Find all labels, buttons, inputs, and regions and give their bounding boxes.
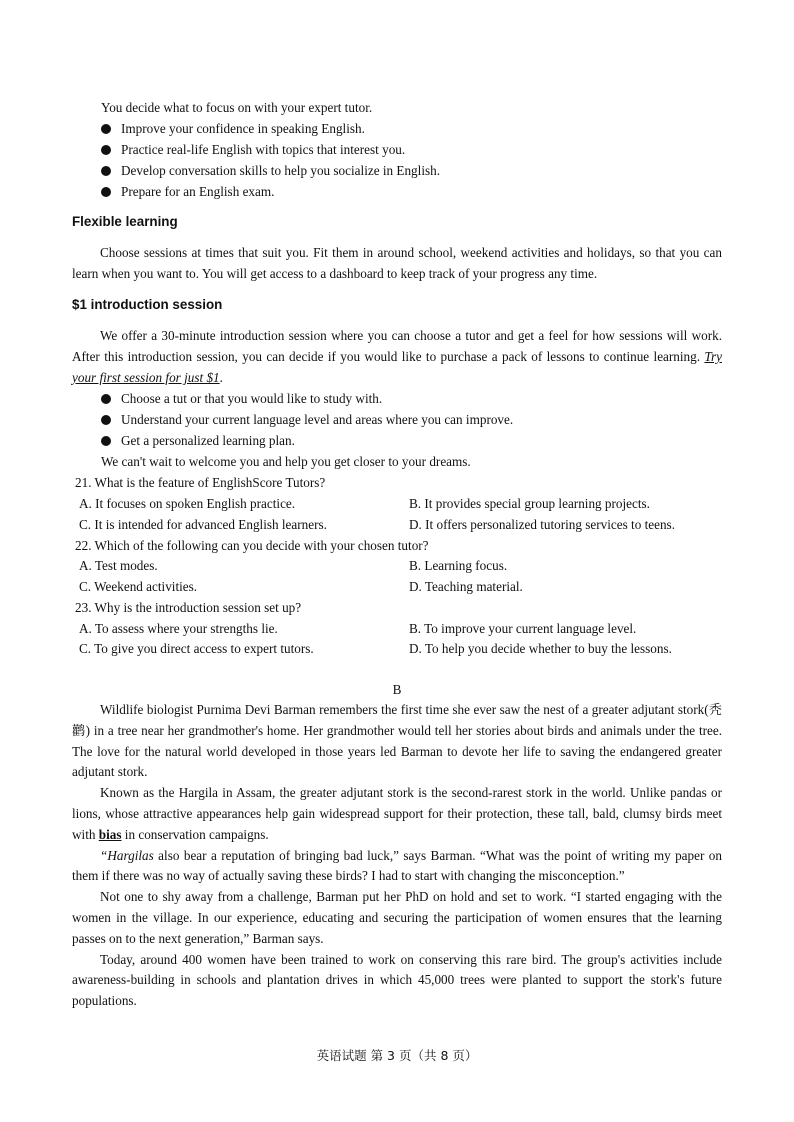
intro-session-heading: $1 introduction session <box>72 297 223 312</box>
trial-session-link[interactable]: Try your first session for just $1 <box>72 348 723 385</box>
focus-bullet-text: Develop conversation skills to help you socialize in English. <box>121 163 441 178</box>
option-b[interactable]: B. Learning focus. <box>409 558 508 573</box>
option-a[interactable]: A. It focuses on spoken English practice. <box>79 496 296 511</box>
focus-bullet-text: Improve your confidence in speaking English. <box>121 121 365 136</box>
intro-session-paragraph <box>72 326 722 388</box>
option-d[interactable]: D. Teaching material. <box>409 579 523 594</box>
session-bullet-text: Get a personalized learning plan. <box>121 433 295 448</box>
flexible-heading: Flexible learning <box>72 214 178 229</box>
section-b-passage <box>72 700 722 1012</box>
p2-text-before: Known as the Hargila in Assam, the greater adjutant stork is the second-rarest stork in the world. Unlike pandas or lions, whose attractive appearances help gain widespread support for their protection, these tall, bald, clumsy birds meet with <box>72 785 722 842</box>
flexible-text: Choose sessions at times that suit you. Fit them in around school, weekend activities and holidays, so that you can learn when you want to. You will get access to a dashboard to keep track of your progress any time. <box>72 245 722 281</box>
hargilas-term: “Hargilas <box>100 847 154 863</box>
flexible-paragraph <box>72 243 722 285</box>
page-footer: 英语试题 第 3 页（共 8 页） <box>316 1048 478 1063</box>
question-stem: 23. Why is the introduction session set up? <box>75 600 302 615</box>
bullet-dot-icon <box>101 436 111 446</box>
passage-paragraph-3 <box>72 846 722 888</box>
session-bullet <box>101 433 295 449</box>
option-d[interactable]: D. To help you decide whether to buy the lessons. <box>409 641 672 656</box>
bullet-dot-icon <box>101 124 111 134</box>
focus-bullet <box>101 121 365 137</box>
intro-session-end: . <box>219 369 223 385</box>
passage-paragraph-5: Today, around 400 women have been trained to work on conserving this rare bird. The group's activities include awareness-building in schools and plantation drives in which 45,000 trees were planted to support the stork's future populations. <box>72 951 722 1009</box>
focus-bullet <box>101 163 440 179</box>
bias-keyword: bias <box>98 826 122 842</box>
session-bullet-text: Understand your current language level and areas where you can improve. <box>121 412 514 427</box>
focus-intro: You decide what to focus on with your expert tutor. <box>101 100 373 115</box>
option-c[interactable]: C. To give you direct access to expert tutors. <box>79 641 314 656</box>
bullet-dot-icon <box>101 415 111 425</box>
option-a[interactable]: A. Test modes. <box>79 558 158 573</box>
session-bullet-text: Choose a tut or that you would like to study with. <box>121 391 383 406</box>
option-a[interactable]: A. To assess where your strengths lie. <box>79 621 278 636</box>
option-c[interactable]: C. Weekend activities. <box>79 579 198 594</box>
session-bullet <box>101 412 513 428</box>
passage-paragraph-2 <box>72 783 722 845</box>
session-bullet <box>101 391 382 407</box>
bullet-dot-icon <box>101 187 111 197</box>
question-stem: 21. What is the feature of EnglishScore Tutors? <box>75 475 326 490</box>
bullet-dot-icon <box>101 145 111 155</box>
focus-bullet <box>101 142 405 158</box>
section-b-label: B <box>392 682 402 697</box>
passage-paragraph-4: Not one to shy away from a challenge, Barman put her PhD on hold and set to work. “I started engaging with the women in the village. In our experience, educating and securing the participation of women ensures that the learning passes on to the next generation,” Barman says. <box>72 889 722 946</box>
option-b[interactable]: B. To improve your current language level. <box>409 621 637 636</box>
closing-line: We can't wait to welcome you and help you get closer to your dreams. <box>101 454 471 469</box>
intro-session-text <box>72 326 722 388</box>
focus-bullet-text: Practice real-life English with topics that interest you. <box>121 142 406 157</box>
p3-text: also bear a reputation of bringing bad luck,” says Barman. “What was the point of writing my paper on them if there was no way of actually saving these birds? I had to start with changing the misconception.” <box>72 847 722 884</box>
option-b[interactable]: B. It provides special group learning projects. <box>409 496 650 511</box>
p2-text-after: in conservation campaigns. <box>121 826 269 842</box>
passage-paragraph-1: Wildlife biologist Purnima Devi Barman remembers the first time she ever saw the nest of a greater adjutant stork(秃鹳) in a tree near her grandmother's home. Her grandmother would tell her stories about birds and animals under the tree. The love for the natural world developed in those years led Barman to devote her life to saving the endangered greater adjutant stork. <box>72 702 722 780</box>
bullet-dot-icon <box>101 166 111 176</box>
focus-bullet <box>101 184 274 200</box>
question-stem: 22. Which of the following can you decide with your chosen tutor? <box>75 538 429 553</box>
focus-bullet-text: Prepare for an English exam. <box>121 184 275 199</box>
intro-session-body: We offer a 30-minute introduction session where you can choose a tutor and get a feel for how sessions will work. After this introduction session, you can decide if you would like to purchase a pack of lessons to continue learning. <box>72 328 722 364</box>
bullet-dot-icon <box>101 394 111 404</box>
option-c[interactable]: C. It is intended for advanced English learners. <box>79 517 327 532</box>
option-d[interactable]: D. It offers personalized tutoring services to teens. <box>409 517 675 532</box>
